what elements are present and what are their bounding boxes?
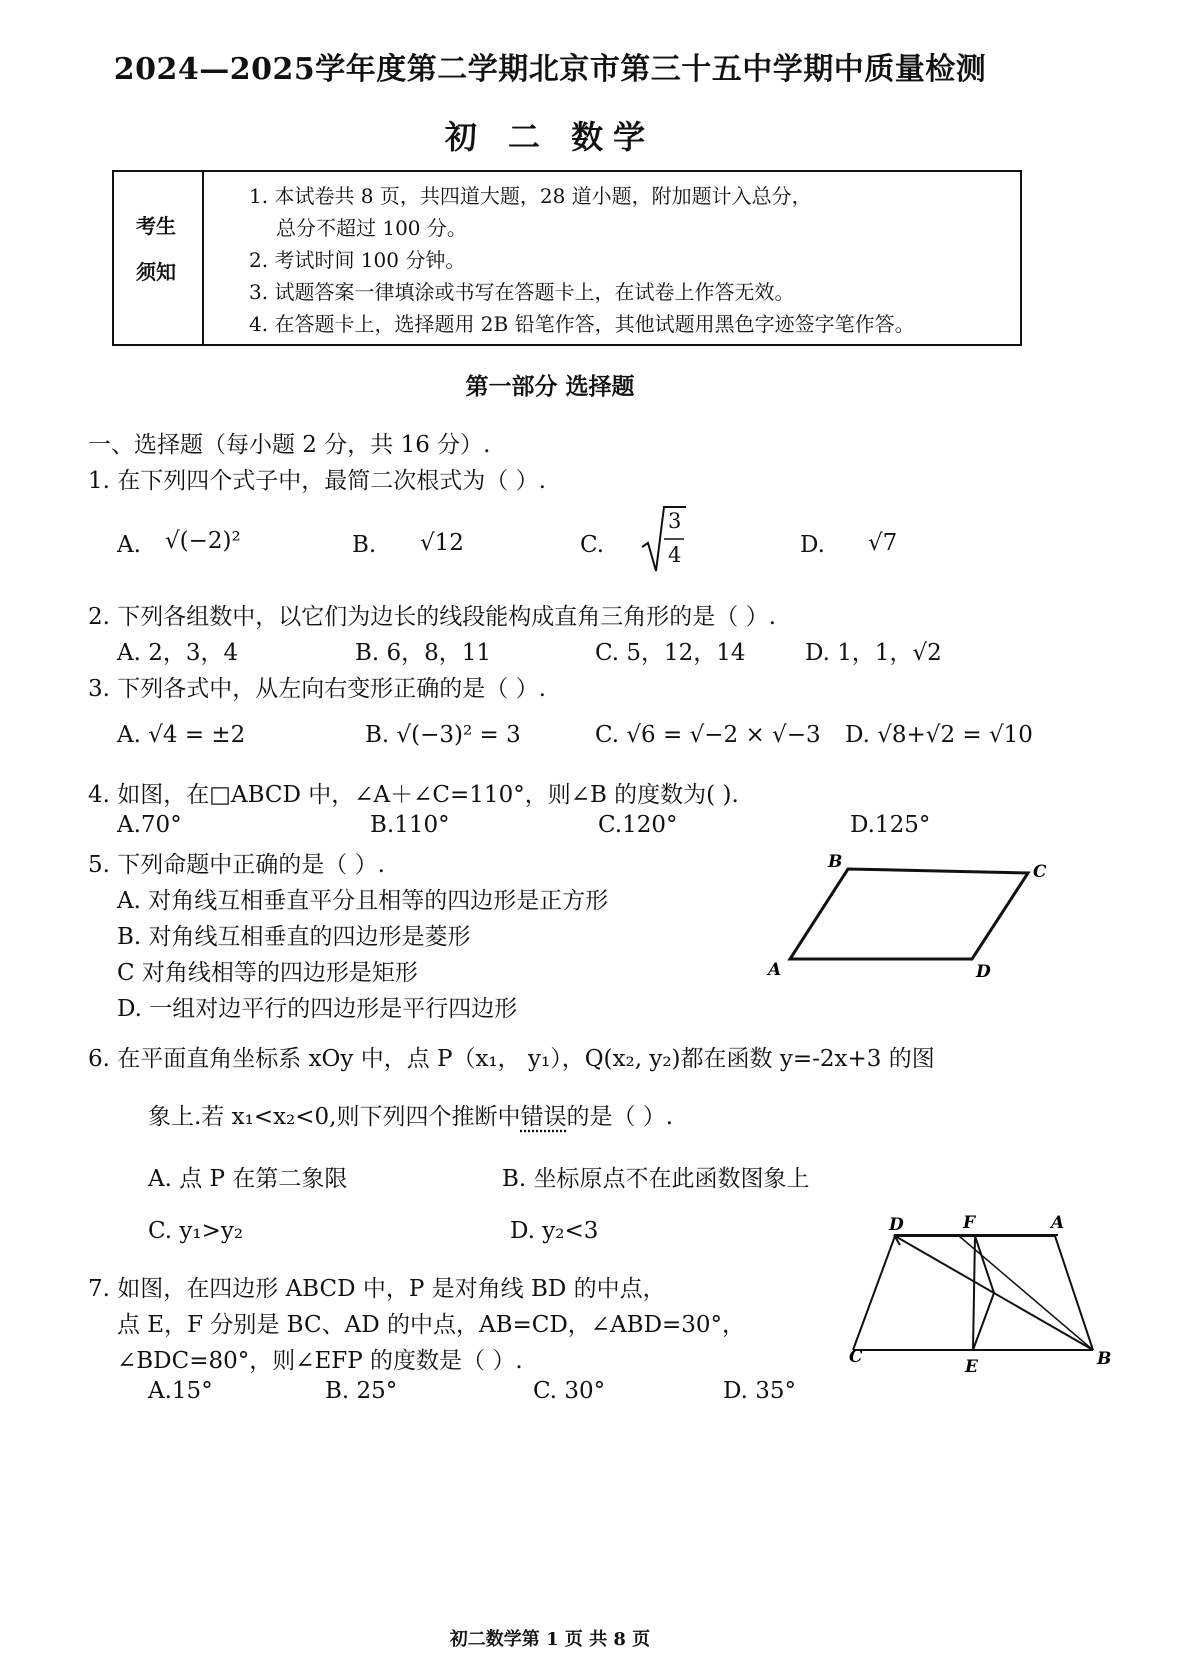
q6-stem-line2 xyxy=(148,1098,673,1131)
q6-option-a: A. 点 P 在第二象限 xyxy=(148,1166,348,1192)
notice-item: 2. 考试时间 100 分钟。 xyxy=(249,248,466,272)
q7-option-a: A.15° xyxy=(148,1378,213,1404)
q2-option-a: A. 2，3，4 xyxy=(117,640,239,666)
page-footer: 初二数学第 1 页 共 8 页 xyxy=(449,1629,651,1650)
q1-stem: 1. 在下列四个式子中，最简二次根式为（ ）. xyxy=(88,468,546,494)
section-title: 第一部分 选择题 xyxy=(465,373,635,400)
exam-title: 2024—2025学年度第二学期北京市第三十五中学期中质量检测 xyxy=(113,52,987,87)
quadrilateral-abcd-figure xyxy=(849,1200,1135,1390)
notice-label-line1: 考生 xyxy=(136,214,176,238)
q1-c-numerator: 3 xyxy=(668,509,682,533)
notice-item: 3. 试题答案一律填涂或书写在答题卡上，在试卷上作答无效。 xyxy=(249,280,795,304)
q6-option-c: C. y₁>y₂ xyxy=(148,1218,244,1244)
fig4-label-a: A xyxy=(768,960,782,980)
q5-option-a: A. 对角线互相垂直平分且相等的四边形是正方形 xyxy=(117,888,609,914)
radical-sign-icon xyxy=(640,505,690,575)
q3-stem: 3. 下列各式中，从左向右变形正确的是（ ）. xyxy=(88,676,546,702)
parallelogram-figure xyxy=(760,852,1060,985)
q1-option-c xyxy=(640,505,690,575)
q2-stem: 2. 下列各组数中，以它们为边长的线段能构成直角三角形的是（ ）. xyxy=(88,604,776,630)
fig7-label-a: A xyxy=(1051,1213,1065,1233)
fig4-label-b: B xyxy=(828,852,843,872)
fig7-label-d: D xyxy=(889,1215,904,1235)
q5-option-d: D. 一组对边平行的四边形是平行四边形 xyxy=(117,996,518,1022)
q7-option-b: B. 25° xyxy=(325,1378,398,1404)
q4-option-c: C.120° xyxy=(598,812,678,838)
q3-option-b: B. √(−3)² = 3 xyxy=(365,722,521,748)
part-heading: 一、选择题（每小题 2 分，共 16 分）. xyxy=(88,432,491,458)
q7-stem-line2: 点 E，F 分别是 BC、AD 的中点，AB=CD，∠ABD=30°， xyxy=(117,1312,746,1338)
q3-option-d: D. √8+√2 = √10 xyxy=(845,722,1033,748)
q2-option-d: D. 1，1，√2 xyxy=(805,640,942,666)
q6-stem-line2-pre: 象上.若 x₁<x₂<0,则下列四个推断中 xyxy=(148,1104,521,1130)
q4-option-b: B.110° xyxy=(370,812,450,838)
fig7-label-b: B xyxy=(1097,1349,1112,1369)
q7-stem-line1: 7. 如图，在四边形 ABCD 中，P 是对角线 BD 的中点， xyxy=(88,1276,666,1302)
q7-option-c: C. 30° xyxy=(533,1378,606,1404)
fig7-label-f: F xyxy=(963,1213,976,1233)
q3-option-a: A. √4 = ±2 xyxy=(117,722,246,748)
q2-option-b: B. 6，8，11 xyxy=(355,640,492,666)
q5-stem: 5. 下列命题中正确的是（ ）. xyxy=(88,852,385,878)
q1-c-denominator: 4 xyxy=(668,543,682,567)
q5-option-b: B. 对角线互相垂直的四边形是菱形 xyxy=(117,924,471,950)
q7-stem-line3: ∠BDC=80°，则∠EFP 的度数是（ ）. xyxy=(117,1348,523,1374)
notice-label xyxy=(114,172,204,344)
q6-stem-line2-post: 的是（ ）. xyxy=(566,1104,674,1130)
q1-option-a-label: A. xyxy=(117,532,141,558)
fig4-label-c: C xyxy=(1033,862,1047,882)
segment-fe xyxy=(973,1236,975,1350)
notice-item: 4. 在答题卡上，选择题用 2B 铅笔作答，其他试题用黑色字迹签字笔作答。 xyxy=(249,312,915,336)
q5-option-c: C 对角线相等的四边形是矩形 xyxy=(117,960,418,986)
segment-ep xyxy=(973,1293,994,1350)
q1-option-d: √7 xyxy=(868,530,898,556)
q1-option-b-label: B. xyxy=(352,532,377,558)
notice-label-line2: 须知 xyxy=(136,260,176,284)
q7-option-d: D. 35° xyxy=(723,1378,797,1404)
q3-option-c: C. √6 = √−2 × √−3 xyxy=(595,722,821,748)
q1-option-c-label: C. xyxy=(580,532,605,558)
fig7-label-e: E xyxy=(965,1357,978,1377)
q2-option-c: C. 5，12，14 xyxy=(595,640,746,666)
fig4-label-d: D xyxy=(976,962,991,982)
q4-stem: 4. 如图，在□ABCD 中，∠A＋∠C=110°，则∠B 的度数为( ). xyxy=(88,782,739,808)
fig7-label-c: C xyxy=(849,1347,863,1367)
q4-option-a: A.70° xyxy=(117,812,182,838)
q1-option-b: √12 xyxy=(420,530,464,556)
q6-stem-line1: 6. 在平面直角坐标系 xOy 中，点 P（x₁， y₁），Q(x₂, y₂)都在函数 y=-2x+3 的图 xyxy=(88,1046,935,1072)
parallelogram-abcd xyxy=(790,869,1028,959)
q6-emphasis: 错误 xyxy=(520,1104,567,1130)
q1-option-a: √(−2)² xyxy=(165,528,241,554)
q6-option-b: B. 坐标原点不在此函数图象上 xyxy=(502,1166,810,1192)
notice-box xyxy=(112,170,1022,346)
notice-item: 总分不超过 100 分。 xyxy=(276,216,467,240)
notice-item: 1. 本试卷共 8 页，共四道大题，28 道小题，附加题计入总分， xyxy=(249,184,812,208)
q4-option-d: D.125° xyxy=(850,812,931,838)
segment-dc xyxy=(853,1236,895,1350)
exam-subject: 初 二 数学 xyxy=(444,118,656,156)
q1-option-d-label: D. xyxy=(800,532,825,558)
q6-option-d: D. y₂<3 xyxy=(510,1218,599,1244)
